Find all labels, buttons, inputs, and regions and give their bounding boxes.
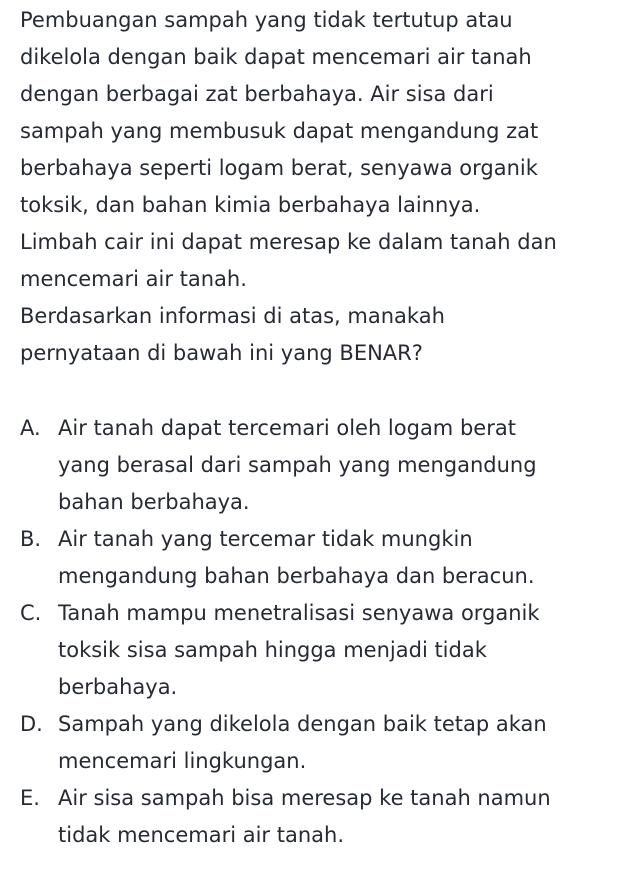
option-text: Air sisa sampah bisa meresap ke tanah namun tidak mencemari air tanah.	[58, 786, 551, 847]
option-letter: C.	[20, 601, 42, 625]
option-text: Tanah mampu menetralisasi senyawa organik toksik sisa sampah hingga menjadi tidak berbahaya.	[58, 601, 540, 699]
option-a[interactable]	[20, 410, 612, 521]
option-text: Air tanah yang tercemar tidak mungkin mengandung bahan berbahaya dan beracun.	[58, 527, 535, 588]
option-b[interactable]	[20, 521, 612, 595]
option-text: Air tanah dapat tercemari oleh logam berat yang berasal dari sampah yang mengandung bahan berbahaya.	[58, 416, 537, 514]
option-c[interactable]	[20, 595, 612, 706]
question-page	[20, 2, 612, 854]
passage-paragraph: Pembuangan sampah yang tidak tertutup atau dikelola dengan baik dapat mencemari air tanah dengan berbagai zat berbahaya. Air sisa dari sampah yang membusuk dapat mengandung zat berbahaya seperti logam berat, senyawa organik toksik, dan bahan kimia berbahaya lainnya. Limbah cair ini dapat meresap ke dalam tanah dan mencemari air tanah.	[20, 8, 557, 291]
option-letter: E.	[20, 786, 40, 810]
option-text: Sampah yang dikelola dengan baik tetap akan mencemari lingkungan.	[58, 712, 547, 773]
option-d[interactable]	[20, 706, 612, 780]
option-e[interactable]	[20, 780, 612, 854]
option-letter: A.	[20, 416, 41, 440]
answer-options	[20, 410, 612, 854]
option-letter: B.	[20, 527, 42, 551]
question-prompt: Berdasarkan informasi di atas, manakah pernyataan di bawah ini yang BENAR?	[20, 304, 445, 365]
option-letter: D.	[20, 712, 43, 736]
